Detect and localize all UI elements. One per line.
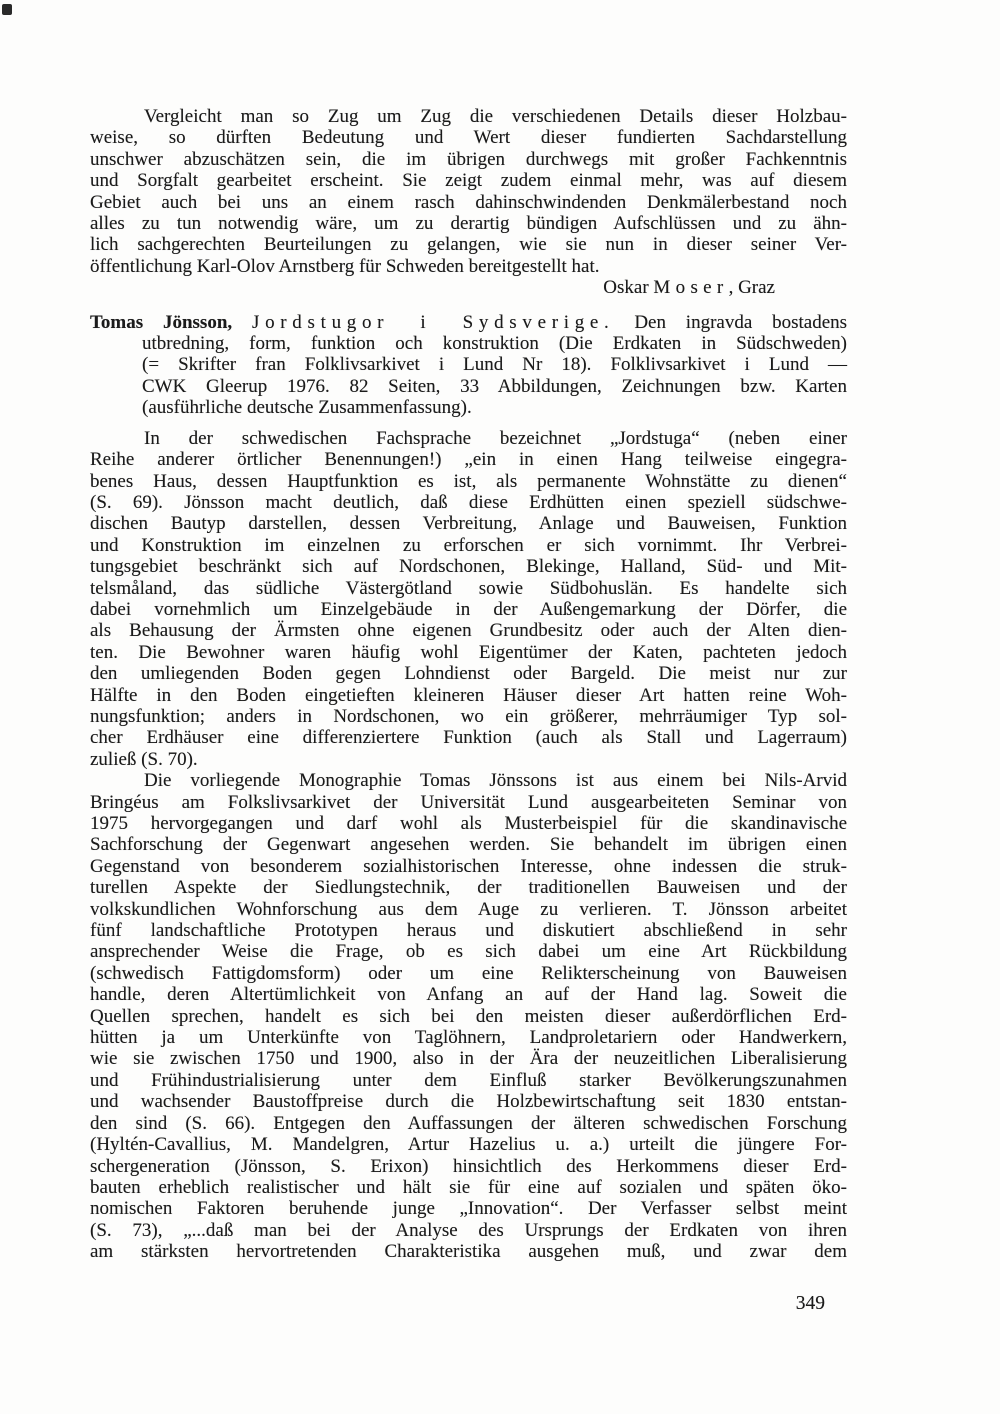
text-line: den sind (S. 66). Entgegen den Auffassungen der älteren schwedischen Forschung — [90, 1112, 847, 1134]
text-line: weise, so dürften Bedeutung und Wert dieser fundierten Sachdarstellung — [90, 127, 847, 149]
text-line: 1975 hervorgegangen und darf wohl als Musterbeispiel für die skandinavische — [90, 813, 847, 834]
text-line: (schwedisch Fattigdomsform) oder um eine Relikterscheinung von Bauweisen — [90, 962, 847, 984]
entry-first-line — [90, 312, 847, 333]
review-closing-paragraph — [90, 106, 847, 277]
text-line: alles zu tun notwendig wäre, um zu derartig bündigen Aufschlüssen und zu ähn- — [90, 213, 847, 235]
text-line: dabei vornehmlich um Einzelgebäude in der Außengemarkung der Dörfer, die — [90, 598, 847, 620]
page-number: 349 — [795, 1292, 825, 1314]
review-body-paragraph-2 — [90, 770, 847, 1262]
text-line: und wachsender Baustoffpreise durch die Holzbewirtschaftung seit 1830 entstan- — [90, 1091, 847, 1113]
text-line: volkskundlichen Wohnforschung aus dem Auge zu verlieren. T. Jönsson arbeitet — [90, 898, 847, 920]
text-line: Quellen sprechen, handelt es sich bei den meisten dieser außerdörflichen Erd- — [90, 1005, 847, 1027]
text-line: handle, deren Altertümlichkeit von Anfang an auf der Hand lag. Soweit die — [90, 984, 847, 1006]
text-line: (ausführliche deutsche Zusammenfassung). — [142, 397, 472, 419]
text-line: (Hyltén-Cavallius, M. Mandelgren, Artur Hazelius u. a.) urteilt die jüngere For- — [90, 1134, 847, 1156]
text-line: Gebiet auch bei uns an einem rasch dahinschwindenden Denkmälerbestand noch — [90, 191, 847, 213]
text-line: fünf landschaftliche Prototypen heraus und diskutiert abschließend in sehr — [90, 920, 847, 942]
review-body-paragraph-1 — [90, 428, 847, 771]
text-line: tungsgebiet beschränkt sich auf Nordschonen, Blekinge, Halland, Süd- und Mit- — [90, 556, 847, 578]
text-line: (S. 73), „...daß man bei der Analyse des Ursprungs der Erdkaten von ihren — [90, 1219, 847, 1241]
entry-author: Tomas Jönsson, — [90, 311, 233, 333]
text-line: Reihe anderer örtlicher Benennungen!) „ein in einen Hang teilweise eingegra- — [90, 449, 847, 471]
text-line: schergeneration (Jönsson, S. Erixon) hinsichtlich des Herkommens dieser Erd- — [90, 1155, 847, 1177]
text-line: Hälfte in den Boden eingetieften kleineren Häuser dieser Art hatten reine Woh- — [90, 684, 847, 706]
text-line: ten. Die Bewohner waren häufig wohl Eigentümer der Katen, pachteten jedoch — [90, 641, 847, 663]
text-line: nomischen Faktoren beruhende junge „Innovation“. Der Verfasser selbst meint — [90, 1198, 847, 1220]
text-line: Sachforschung der Gegenwart angesehen werden. Sie behandelt im übrigen einen — [90, 834, 847, 856]
reviewer-forename: Oskar — [603, 277, 649, 299]
text-line: Bringéus am Folkslivsarkivet der Universität Lund ausgearbeiteten Seminar von — [90, 791, 847, 813]
reviewer-surname: Moser — [653, 277, 729, 299]
entry-continuation-lines — [142, 333, 847, 419]
text-line: am stärksten hervortretenden Charakteristika ausgehen muß, und zwar dem — [90, 1241, 847, 1263]
text-line: Vergleicht man so Zug um Zug die verschiedenen Details dieser Holzbau- — [144, 106, 847, 127]
text-line: den umliegenden Boden gegen Lohndienst oder Bargeld. Die meist nur zur — [90, 663, 847, 685]
text-line: (= Skrifter fran Folklivsarkivet i Lund Nr 18). Folklivsarkivet i Lund — — [142, 354, 847, 376]
text-line: CWK Gleerup 1976. 82 Seiten, 33 Abbildungen, Zeichnungen bzw. Karten — [142, 375, 847, 397]
text-line: wie sie zwischen 1750 und 1900, also in der Ära der neuzeitlichen Liberalisierung — [90, 1048, 847, 1070]
text-line: ansprechender Weise die Frage, ob es sich dabei um eine Art Rückbildung — [90, 941, 847, 963]
text-block — [90, 106, 847, 1314]
text-line: turellen Aspekte der Siedlungstechnik, der traditionellen Bauweisen und der — [90, 877, 847, 899]
text-line: lich sachgerechten Beurteilungen zu gelangen, wie sie nun in dieser seiner Ver- — [90, 234, 847, 256]
text-line: benes Haus, dessen Hauptfunktion es ist, als permanente Wohnstätte zu dienen“ — [90, 470, 847, 492]
text-line: zuließ (S. 70). — [90, 748, 198, 770]
text-line: unschwer abzuschätzen sein, die im übrigen durchwegs mit großer Fachkenntnis — [90, 148, 847, 170]
text-line: als Behausung der Ärmsten ohne eigenen Grundbesitz oder auch der Alten dien- — [90, 620, 847, 642]
text-line: und Frühindustrialisierung unter dem Einfluß starker Bevölkerungszunahmen — [90, 1069, 847, 1091]
text-line: nungsfunktion; anders in Nordschonen, wo ein größerer, mehrräumiger Typ sol- — [90, 705, 847, 727]
text-line: dischen Bautyp darstellen, dessen Verbreitung, Anlage und Bauweisen, Funktion — [90, 513, 847, 535]
text-line: In der schwedischen Fachsprache bezeichnet „Jordstuga“ (neben einer — [144, 427, 847, 449]
bibliography-entry — [90, 312, 847, 419]
text-line: Die vorliegende Monographie Tomas Jönssons ist aus einem bei Nils-Arvid — [144, 770, 847, 792]
text-line: hütten ja um Unterkünfte von Taglöhnern, Landproletariern oder Handwerkern, — [90, 1027, 847, 1049]
text-line: und Konstruktion im einzelnen zu erforschen er sich vornimmt. Ihr Verbrei- — [90, 534, 847, 556]
text-line: (S. 69). Jönsson macht deutlich, daß diese Erdhütten einen speziell südschwe- — [90, 491, 847, 513]
text-line: Gegenstand von besonderem sozialhistorischen Interesse, ohne indessen die struk- — [90, 855, 847, 877]
scan-artifact — [2, 4, 12, 15]
entry-title: Jordstugor i Sydsverige. — [251, 311, 615, 333]
text-line: bauten erheblich realistischer und hält sie für eine auf sozialen und späten öko- — [90, 1176, 847, 1198]
text-line: utbredning, form, funktion och konstruktion (Die Erdkaten in Südschweden) — [142, 333, 847, 355]
entry-subtitle-start: Den ingravda bostadens — [634, 311, 848, 333]
text-line: und Sorgfalt gearbeitet erscheint. Sie zeigt zudem einmal mehr, was auf diesem — [90, 170, 847, 192]
reviewer-location: , Graz — [728, 277, 775, 299]
reviewer-signature — [90, 277, 847, 298]
text-line: cher Erdhäuser eine differenziertere Funktion (auch als Stall und Lagerraum) — [90, 727, 847, 749]
text-line: öffentlichung Karl-Olov Arnstberg für Schweden bereitgestellt hat. — [90, 255, 600, 277]
text-line: telsmåland, das südliche Västergötland sowie Südbohuslän. Es handelte sich — [90, 577, 847, 599]
